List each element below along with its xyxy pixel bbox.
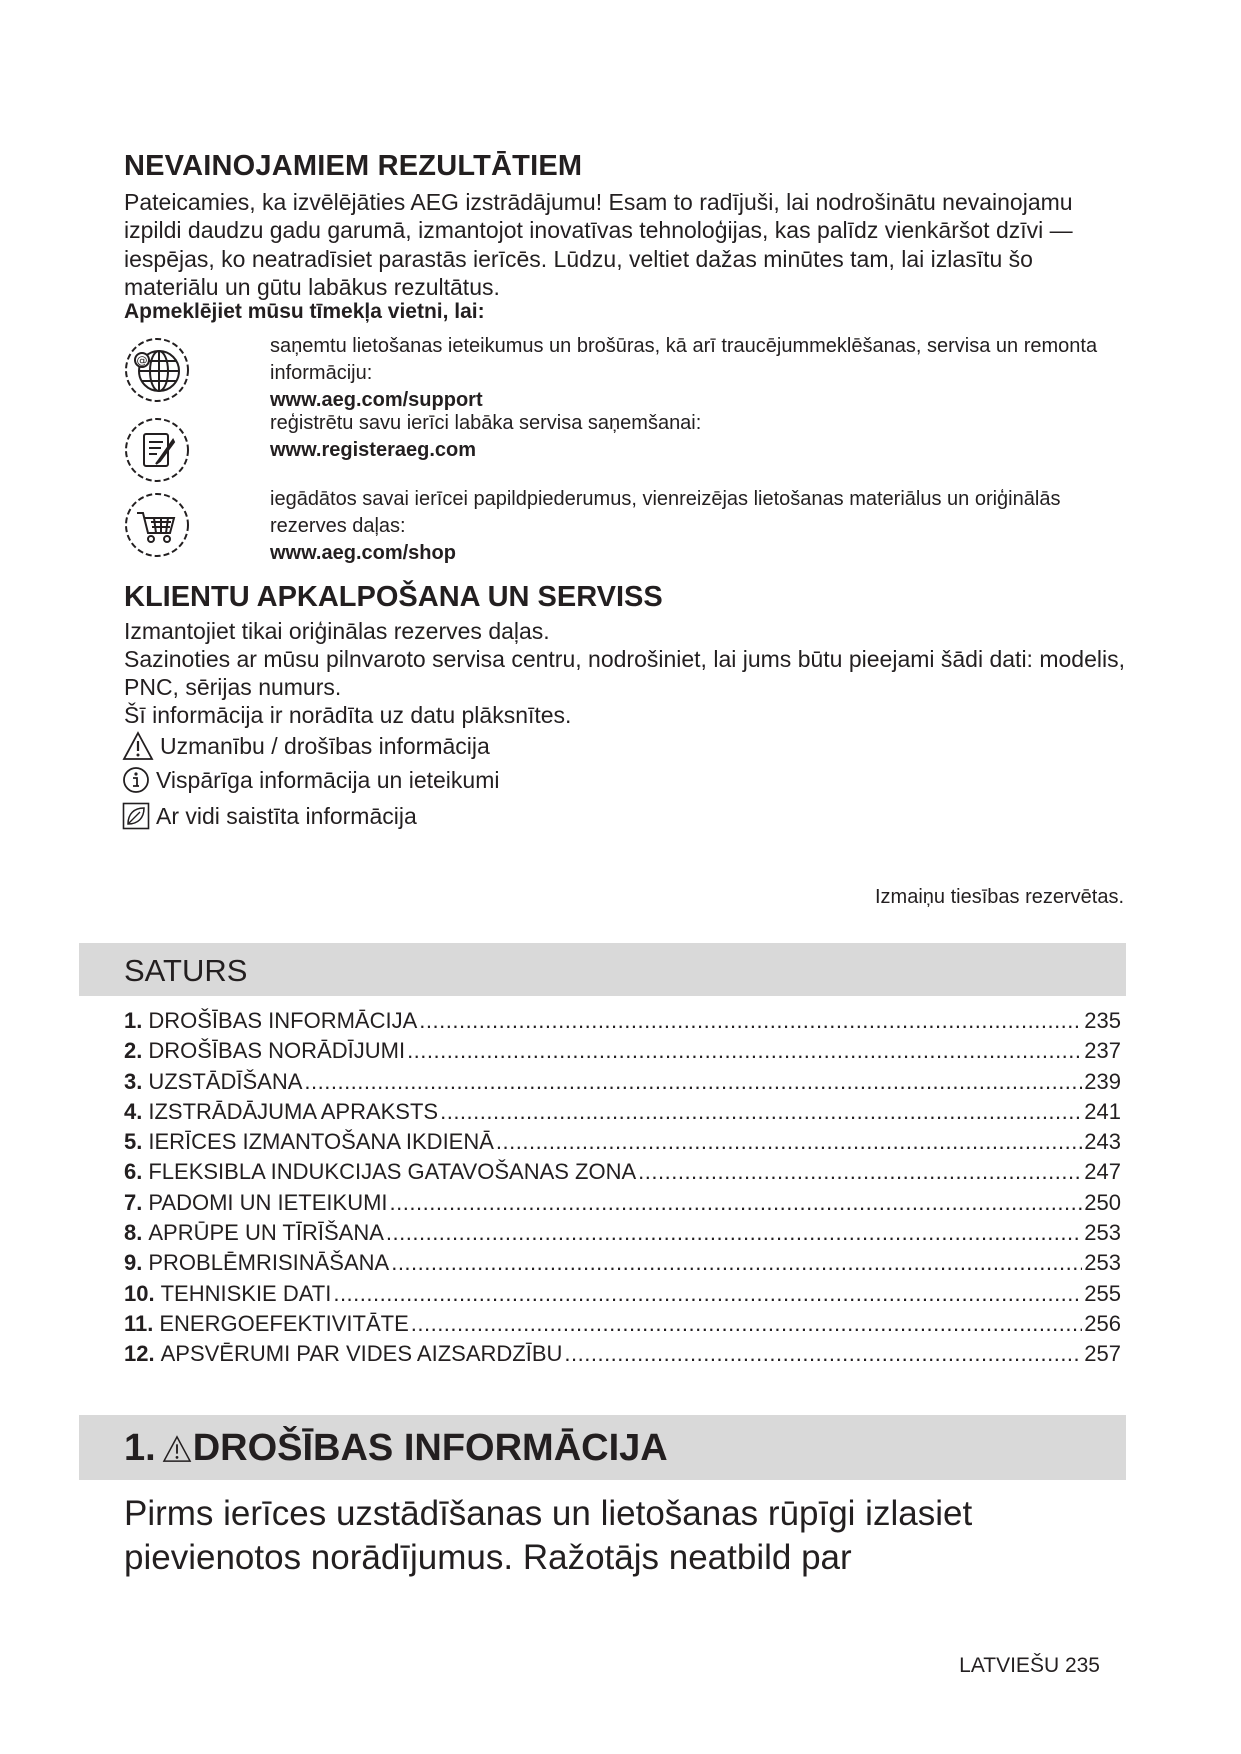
register-url-link[interactable]: www.registeraeg.com bbox=[270, 439, 476, 461]
register-description: reģistrētu savu ierīci labāka servisa saņemšanai: bbox=[270, 412, 702, 434]
shop-url-link[interactable]: www.aeg.com/shop bbox=[270, 542, 456, 564]
warning-icon bbox=[122, 731, 154, 761]
toc-item[interactable]: 6. FLEKSIBLA INDUKCIJAS GATAVOŠANAS ZONA ..... 247 bbox=[124, 1159, 1121, 1189]
section-1-header-bar bbox=[79, 1415, 1126, 1480]
shopping-cart-icon bbox=[123, 491, 191, 559]
register-link-block bbox=[270, 410, 1130, 464]
page-footer: LATVIEŠU 235 bbox=[959, 1654, 1100, 1677]
service-text bbox=[124, 617, 1134, 729]
warning-icon bbox=[162, 1435, 192, 1463]
toc-item[interactable]: 12. APSVĒRUMI PAR VIDES AIZSARDZĪBU ..... 257 bbox=[124, 1341, 1121, 1371]
toc-item[interactable]: 2. DROŠĪBAS NORĀDĪJUMI ..... 237 bbox=[124, 1038, 1121, 1068]
service-title: KLIENTU APKALPOŠANA UN SERVISS bbox=[124, 581, 663, 613]
toc-item[interactable]: 11. ENERGOEFEKTIVITĀTE ..... 256 bbox=[124, 1311, 1121, 1341]
rights-reserved: Izmaiņu tiesības rezervētas. bbox=[875, 886, 1124, 908]
shop-description: iegādātos savai ierīcei papildpiederumus, vienreizējas lietošanas materiālus un oriģinālās rezerves daļas: bbox=[270, 488, 1061, 537]
legend-label: Ar vidi saistīta informācija bbox=[156, 802, 417, 829]
section-1-body: Pirms ierīces uzstādīšanas un lietošanas rūpīgi izlasiet pievienotos norādījumus. Ražotājs neatbild par bbox=[124, 1494, 973, 1577]
svg-text:@: @ bbox=[136, 354, 148, 367]
toc-item[interactable]: 3. UZSTĀDĪŠANA ..... 239 bbox=[124, 1069, 1121, 1099]
section-1-number: 1. bbox=[124, 1427, 156, 1469]
support-url-link[interactable]: www.aeg.com/support bbox=[270, 389, 483, 411]
legend-label: Vispārīga informācija un ieteikumi bbox=[156, 766, 500, 793]
toc-header-bar bbox=[79, 943, 1126, 996]
info-icon bbox=[122, 766, 150, 794]
support-description: saņemtu lietošanas ieteikumus un brošūras, kā arī traucējummeklēšanas, servisa un remonta informāciju: bbox=[270, 335, 1098, 384]
toc-item[interactable]: 7. PADOMI UN IETEIKUMI ..... 250 bbox=[124, 1190, 1121, 1220]
toc-item[interactable]: 4. IZSTRĀDĀJUMA APRAKSTS ..... 241 bbox=[124, 1099, 1121, 1129]
legend-environment bbox=[122, 802, 417, 830]
service-line: Izmantojiet tikai oriģinālas rezerves daļas. bbox=[124, 618, 550, 644]
intro-title: NEVAINOJAMIEM REZULTĀTIEM bbox=[124, 150, 583, 182]
legend-info bbox=[122, 766, 499, 794]
visit-heading: Apmeklējiet mūsu tīmekļa vietni, lai: bbox=[124, 300, 485, 323]
toc-title: SATURS bbox=[124, 953, 248, 988]
register-icon bbox=[123, 416, 191, 484]
support-link-block bbox=[270, 333, 1130, 414]
globe-icon bbox=[123, 336, 191, 404]
intro-paragraph: Pateicamies, ka izvēlējāties AEG izstrādājumu! Esam to radījuši, lai nodrošinātu nevainojamu izpildi daudzu gadu garumā, izmantojot inovatīvas tehnoloģijas, kas palīdz vienkāršot dzīvi — iespējas, ko neatradīsiet parastās ierīcēs. Lūdzu, veltiet dažas minūtes tam, lai izlasītu šo materiālu un gūtu labākus rezultātus. bbox=[124, 189, 1073, 300]
section-1-title bbox=[124, 1427, 668, 1470]
service-line: Sazinoties ar mūsu pilnvaroto servisa centru, nodrošiniet, lai jums būtu pieejami šādi dati: modelis, PNC, sērijas numurs. bbox=[124, 646, 1125, 700]
toc-item[interactable]: 8. APRŪPE UN TĪRĪŠANA ..... 253 bbox=[124, 1220, 1121, 1250]
legend-warning bbox=[122, 731, 490, 761]
toc-item[interactable]: 10. TEHNISKIE DATI ..... 255 bbox=[124, 1281, 1121, 1311]
shop-link-block bbox=[270, 486, 1130, 567]
toc-item[interactable]: 1. DROŠĪBAS INFORMĀCIJA ..... 235 bbox=[124, 1008, 1121, 1038]
toc-item[interactable]: 9. PROBLĒMRISINĀŠANA ..... 253 bbox=[124, 1250, 1121, 1280]
table-of-contents bbox=[124, 1008, 1121, 1372]
section-1-title-text: DROŠĪBAS INFORMĀCIJA bbox=[192, 1427, 668, 1469]
service-line: Šī informācija ir norādīta uz datu plāksnītes. bbox=[124, 702, 572, 728]
environment-leaf-icon bbox=[122, 802, 150, 830]
legend-label: Uzmanību / drošības informācija bbox=[160, 732, 490, 759]
toc-item[interactable]: 5. IERĪCES IZMANTOŠANA IKDIENĀ ..... 243 bbox=[124, 1129, 1121, 1159]
